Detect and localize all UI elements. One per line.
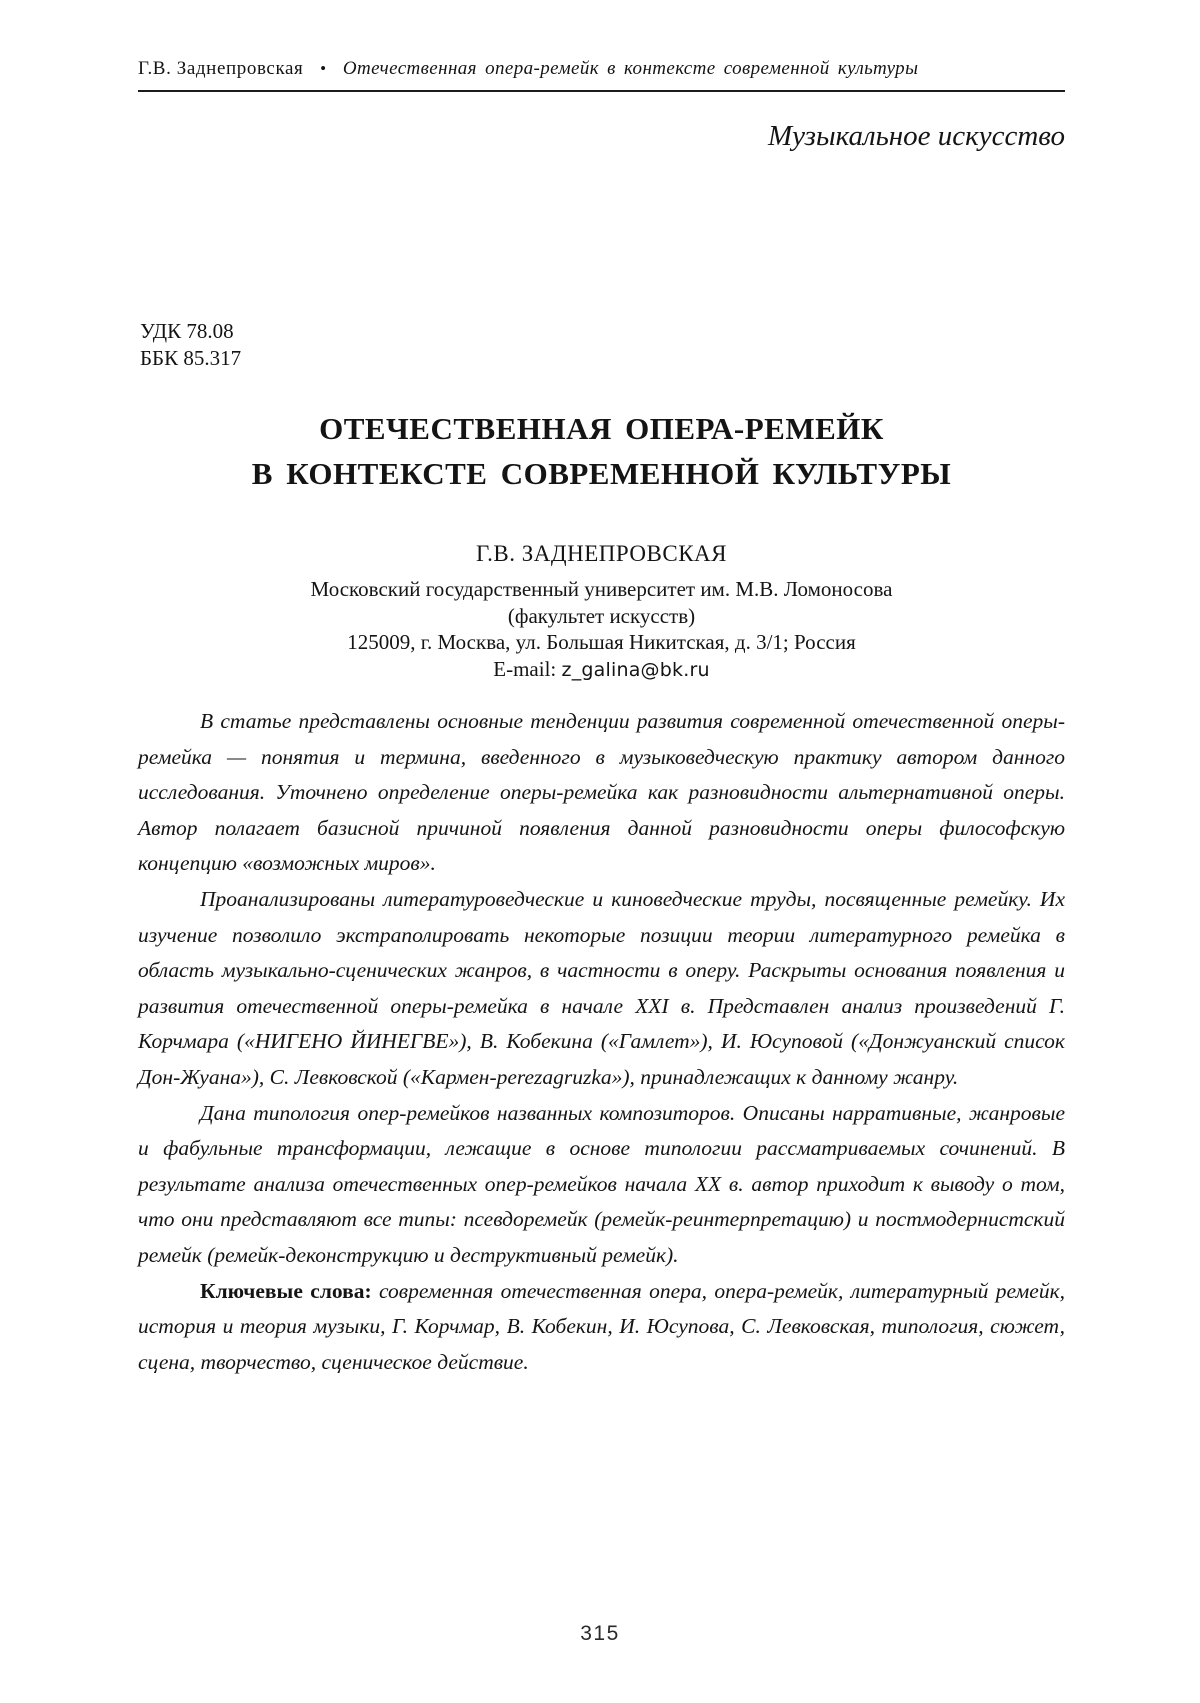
running-header <box>138 58 1065 80</box>
article-title: ОТЕЧЕСТВЕННАЯ ОПЕРА-РЕМЕЙК В КОНТЕКСТЕ СОВРЕМЕННОЙ КУЛЬТУРЫ <box>251 411 952 491</box>
author-byline <box>138 576 1065 683</box>
running-header-title: Отечественная опера-ремейк в контексте современной культуры <box>342 58 919 79</box>
running-header-author: Г.В. Заднепровская <box>138 58 304 79</box>
affiliation-faculty: (факультет искусств) <box>507 603 696 628</box>
affiliation-address: 125009, г. Москва, ул. Большая Никитская, д. 3/1; Россия <box>347 630 856 654</box>
author-name: Г.В. ЗАДНЕПРОВСКАЯ <box>475 541 728 566</box>
email-label: E-mail: <box>493 656 557 681</box>
abstract-paragraph-2: Проанализированы литературоведческие и киноведческие труды, посвященные ремейку. Их изучение позволило экстраполировать некоторые позиции теории литературного ремейка в область музыкально-сценических жанров, в частности в оперу. Раскрыты основания появления и развития отечественной оперы-ремейка в начале XXI в. Представлен анализ произведений Г. Корчмара («НИГЕНО ЙИНЕГВЕ»), В. Кобекина («Гамлет»), И. Юсуповой («Донжуанский список Дон-Жуана»), С. Левковской («Кармен-perezagruzka»), принадлежащих к данному жанру. <box>138 886 1065 1089</box>
page-number: 315 <box>580 1622 620 1645</box>
keywords-label: Ключевые слова: <box>200 1278 372 1303</box>
keywords-paragraph <box>138 1274 1065 1381</box>
email-address: z_galina@bk.ru <box>561 658 710 681</box>
section-label: Музыкальное искусство <box>768 120 1065 152</box>
email-line <box>138 656 1065 684</box>
abstract-paragraph-3: Дана типология опер-ремейков названных композиторов. Описаны нарративные, жанровые и фабульные трансформации, лежащие в основе типологии рассматриваемых сочинений. В результате анализа отечественных опер-ремейков начала XX в. автор приходит к выводу о том, что они представляют все типы: псевдоремейк (ремейк-реинтерпретацию) и постмодернистский ремейк (ремейк-деконструкцию и деструктивный ремейк). <box>138 1100 1065 1267</box>
header-rule <box>138 90 1065 92</box>
bbk-code: ББК 85.317 <box>140 346 242 370</box>
abstract <box>138 704 1065 1380</box>
running-header-separator: • <box>320 59 327 78</box>
classification-codes <box>140 318 241 372</box>
affiliation-university: Московский государственный университет им. М.В. Ломоносова <box>310 577 893 601</box>
abstract-paragraph-1: В статье представлены основные тенденции развития современной отечественной оперы-ремейка — понятия и термина, введенного в музыковедческую практику автором данного исследования. Уточнено определение оперы-ремейка как разновидности альтернативной оперы. Автор полагает базисной причиной появления данной разновидности оперы философскую концепцию «возможных миров». <box>138 709 1065 876</box>
udk-code: УДК 78.08 <box>140 319 234 343</box>
keywords-text: современная отечественная опера, опера-ремейк, литературный ремейк, история и теория музыки, Г. Корчмар, В. Кобекин, И. Юсупова, С. Левковская, типология, сюжет, сцена, творчество, сценическое действие. <box>138 1278 1065 1374</box>
